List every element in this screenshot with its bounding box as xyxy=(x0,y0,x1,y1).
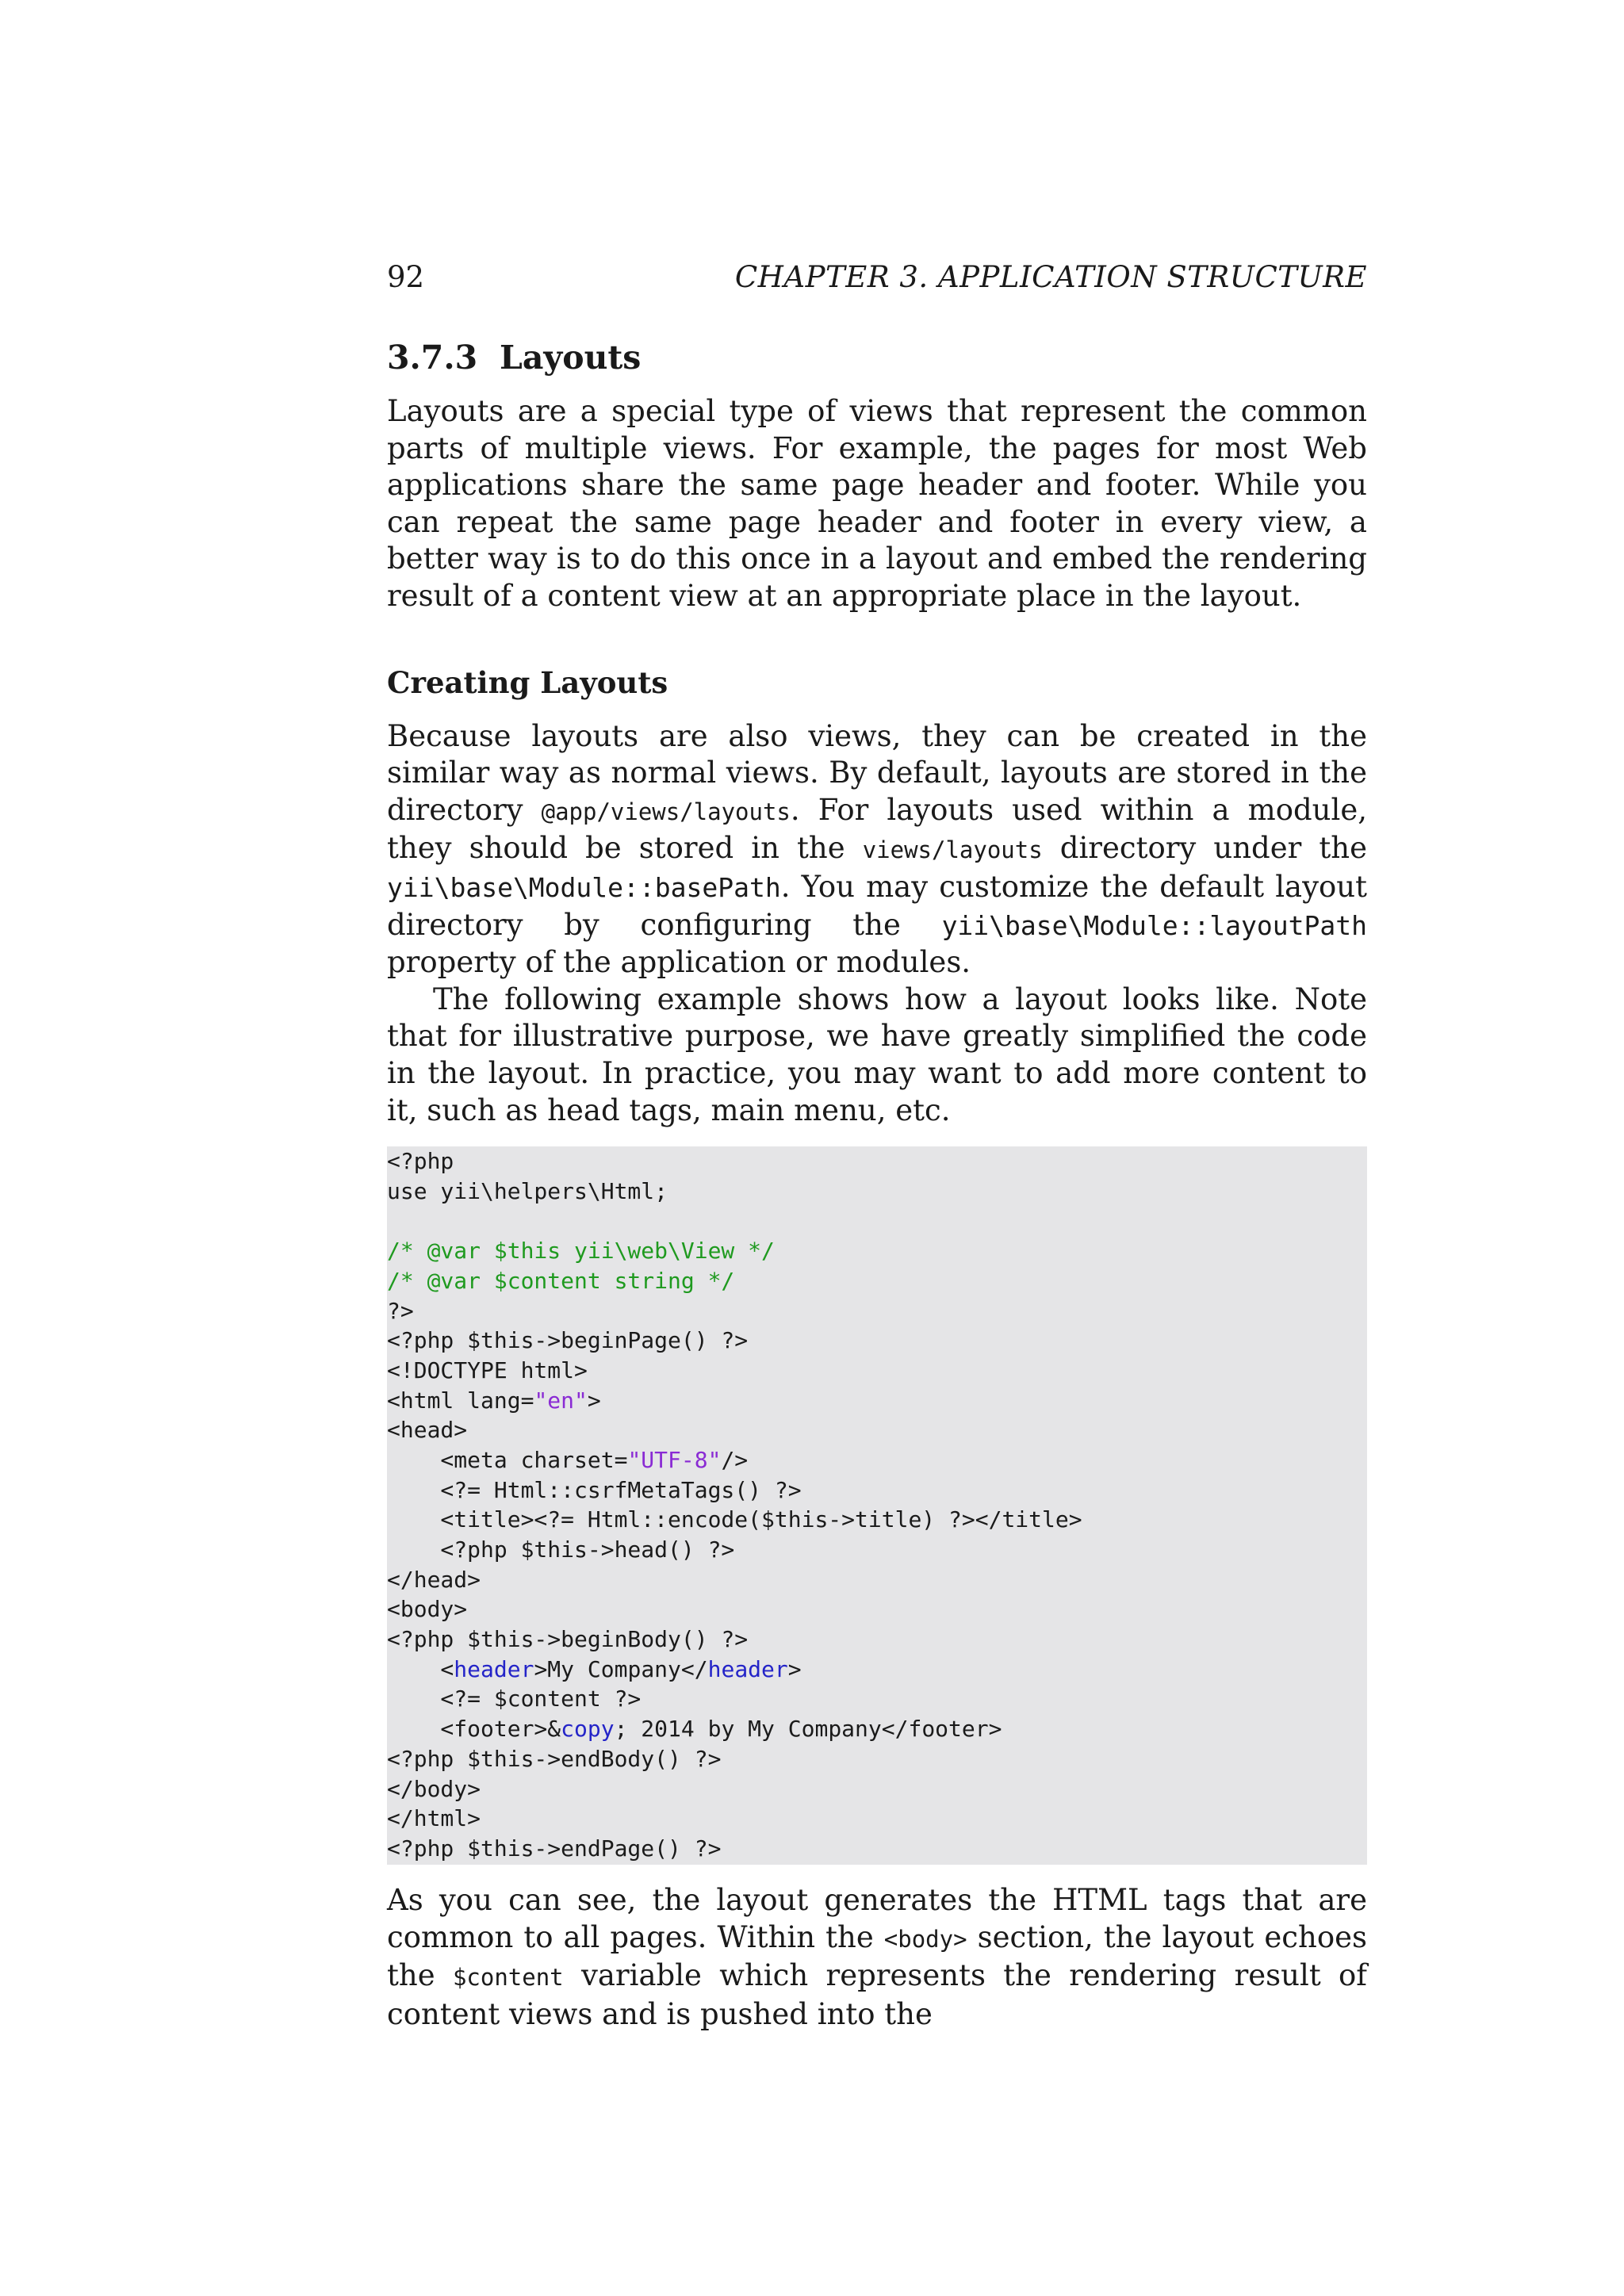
inline-code: views/layouts xyxy=(862,836,1043,864)
code-line: <!DOCTYPE html> xyxy=(387,1357,588,1383)
subsection-heading: Creating Layouts xyxy=(387,664,668,700)
code-line: <?php $this->endBody() ?> xyxy=(387,1745,722,1772)
code-line: </body> xyxy=(387,1775,481,1802)
inline-code: $content xyxy=(452,1964,564,1992)
code-line: </head> xyxy=(387,1566,481,1593)
page-number: 92 xyxy=(387,260,425,294)
paragraph-layout-location: Because layouts are also views, they can be created in the similar way as normal views. By default, layouts are stored in the directory @app/views/layouts. For layouts used within a module, they should be stored in the views/layouts directory under the yii\base\Module::basePath. You may customize the default layout directory by configuring the yii\base\Module::layoutPath property of the application or modules. xyxy=(387,718,1368,980)
paragraph-layout-explanation: As you can see, the layout generates the HTML tags that are common to all pages. Within the <body> section, the layout echoes the $content variable which represents the rendering result of content views and is pushed into the xyxy=(387,1883,1368,2031)
code-line: </html> xyxy=(387,1805,481,1832)
inline-code: @app/views/layouts xyxy=(541,798,791,825)
code-comment: /* @var $content string */ xyxy=(387,1267,735,1294)
code-line: <head> xyxy=(387,1417,468,1444)
code-line: <?php $this->beginPage() ?> xyxy=(387,1327,749,1354)
section-number: 3.7.3 xyxy=(387,339,478,377)
inline-code: yii\base\Module::basePath xyxy=(387,871,781,903)
code-line: <footer>&copy; 2014 by My Company</footer> xyxy=(387,1716,1002,1743)
code-line: <?php $this->head() ?> xyxy=(387,1536,735,1563)
code-line: <body> xyxy=(387,1596,468,1623)
code-line: <?php xyxy=(387,1148,454,1175)
code-keyword: copy xyxy=(561,1716,615,1743)
code-comment: /* @var $this yii\web\View */ xyxy=(387,1238,775,1265)
code-block xyxy=(387,1146,1367,1865)
chapter-title: CHAPTER 3. APPLICATION STRUCTURE xyxy=(734,260,1367,294)
code-line: <?= Html::csrfMetaTags() ?> xyxy=(387,1476,802,1503)
inline-code: yii\base\Module::layoutPath xyxy=(941,909,1367,941)
code-line: use yii\helpers\Html; xyxy=(387,1177,668,1204)
running-header xyxy=(387,254,1367,301)
code-line: <?= $content ?> xyxy=(387,1686,642,1712)
section-heading xyxy=(387,336,1367,379)
code-line: <html lang="en"> xyxy=(387,1387,601,1414)
document-page xyxy=(387,254,1367,2033)
code-string: "UTF-8" xyxy=(627,1446,722,1473)
code-line: <meta charset="UTF-8"/> xyxy=(387,1446,749,1473)
code-string: "en" xyxy=(534,1387,588,1414)
section-title: Layouts xyxy=(500,339,642,377)
intro-paragraph: Layouts are a special type of views that represent the common parts of multiple views. For example, the pages for most Web applications share the same page header and footer. While you can repeat the same page header and footer in every view, a better way is to do this once in a layout and embed the rendering result of a content view at an appropriate place in the layout. xyxy=(387,394,1367,613)
code-line: <?php $this->beginBody() ?> xyxy=(387,1626,749,1653)
code-line: ?> xyxy=(387,1297,414,1324)
code-line xyxy=(387,1206,1367,1236)
paragraph-example-intro: The following example shows how a layout looks like. Note that for illustrative purpose, we have greatly simplified the code in the layout. In practice, you may want to add more content to it, such as head tags, main menu, etc. xyxy=(387,982,1367,1127)
code-keyword: header xyxy=(454,1655,534,1682)
inline-code: <body> xyxy=(883,1925,967,1953)
code-line: <title><?= Html::encode($this->title) ?></title> xyxy=(387,1506,1082,1533)
code-keyword: header xyxy=(707,1655,788,1682)
code-line: <header>My Company</header> xyxy=(387,1655,802,1682)
code-line: <?php $this->endPage() ?> xyxy=(387,1835,722,1862)
